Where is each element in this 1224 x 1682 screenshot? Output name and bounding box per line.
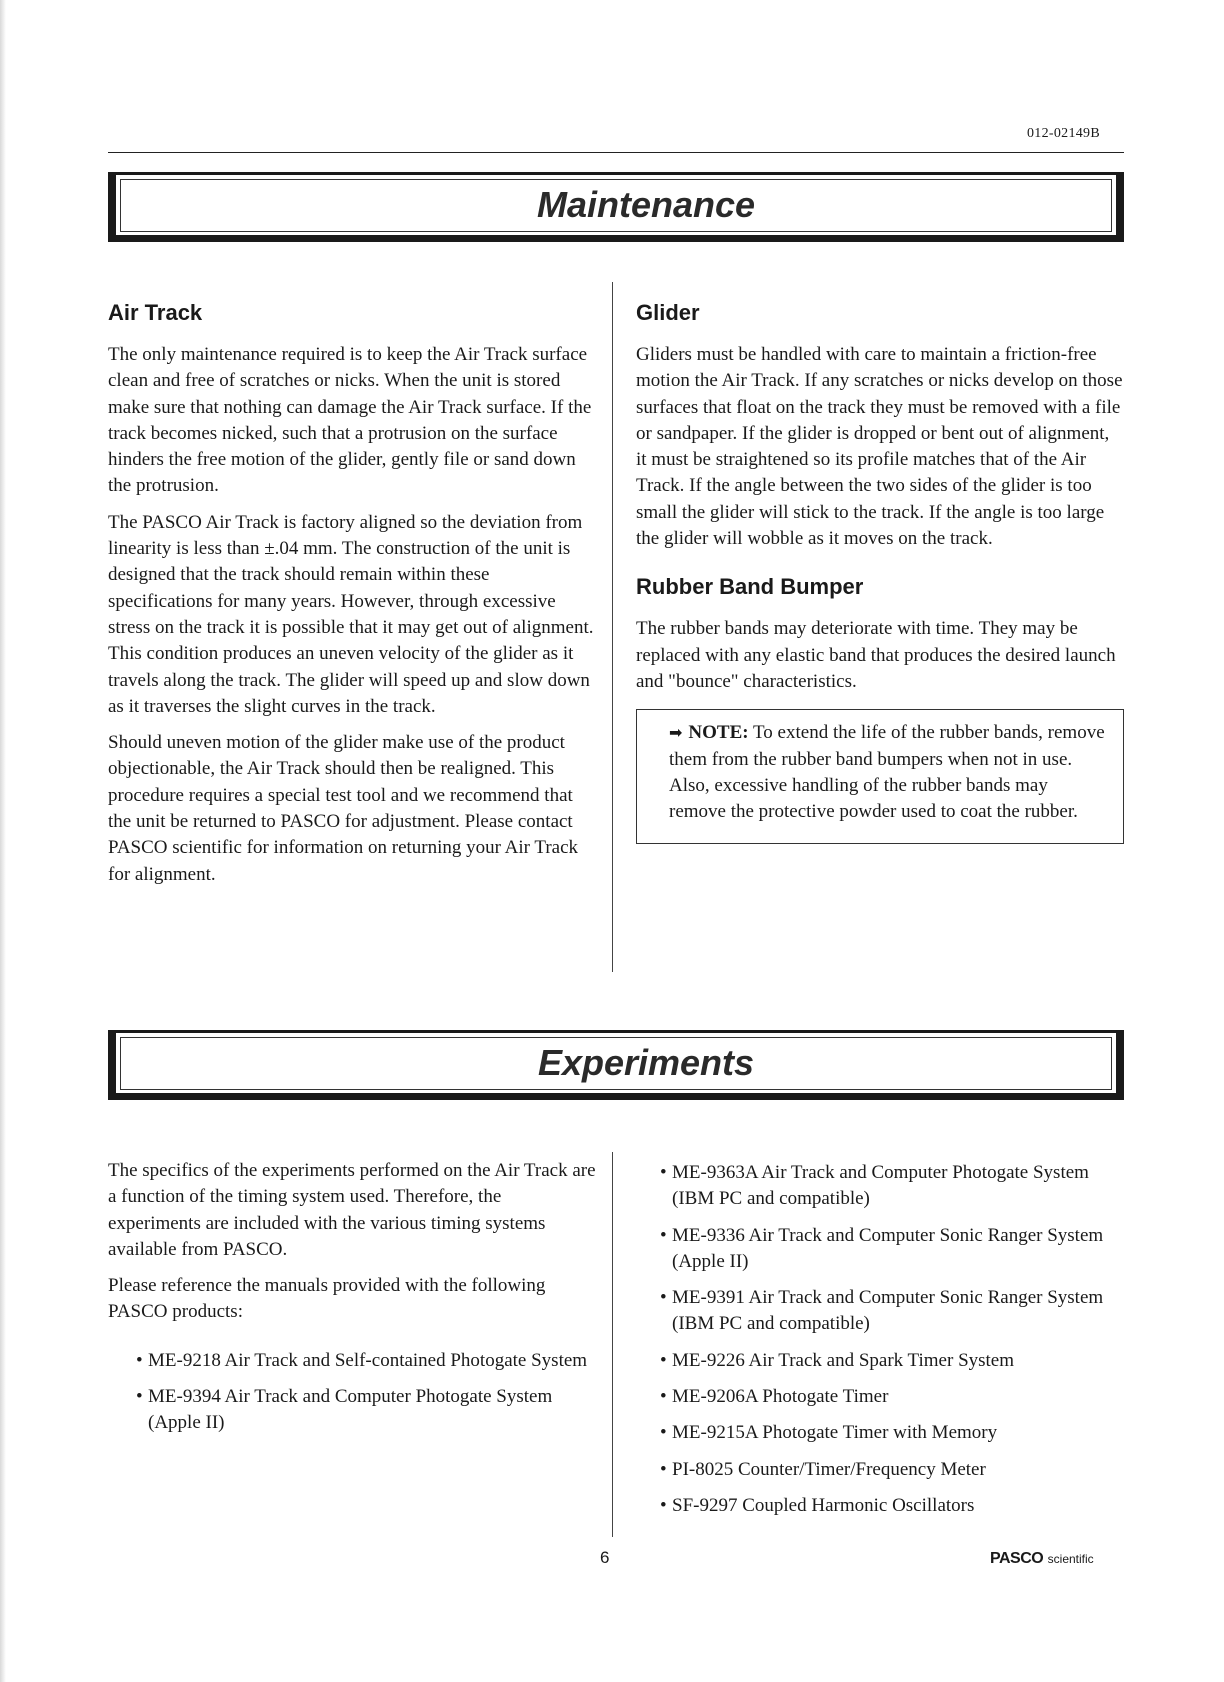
arrow-right-icon: ➡ (669, 723, 683, 743)
maintenance-column-divider (612, 282, 613, 972)
page-number: 6 (600, 1548, 610, 1567)
header-rule (108, 152, 1124, 153)
list-item: • ME-9391 Air Track and Computer Sonic Ranger System (IBM PC and compatible) (660, 1285, 1124, 1338)
list-item: • ME-9363A Air Track and Computer Photogate System (IBM PC and compatible) (660, 1160, 1124, 1213)
list-item: • PI-8025 Counter/Timer/Frequency Meter (660, 1457, 1124, 1483)
list-item: • ME-9215A Photogate Timer with Memory (660, 1420, 1124, 1446)
rubber-band-heading: Rubber Band Bumper (636, 574, 864, 600)
experiments-banner (108, 1030, 1124, 1100)
experiments-right-column (660, 1160, 1124, 1529)
note-box (636, 709, 1124, 844)
brand-logo (990, 1550, 1094, 1568)
experiments-reference: Please reference the manuals provided with the following PASCO products: (108, 1275, 546, 1323)
glider-heading: Glider (636, 300, 700, 325)
air-track-paragraph: The PASCO Air Track is factory aligned so the deviation from linearity is less than ±.04 mm. The construction of the unit is designed that the track should remain within these specifications for many years. However, through excessive stress on the track it is possible that it may get out of alignment. This condition produces an uneven velocity of the glider as it travels along the track. The glider will speed up and slow down as it traverses the slight curves in the track. (108, 511, 594, 717)
glider-paragraph: Gliders must be handled with care to maintain a friction-free motion the Air Track. If any scratches or nicks develop on those surfaces that float on the track they must be removed with a file or sandpaper. If the glider is dropped or bent out of alignment, it must be straightened so its profile matches that of the Air Track. If the angle between the two sides of the glider is too small the glider will stick to the track. If the angle is too large the glider will wobble as it moves on the track. (636, 344, 1123, 550)
experiments-left-column (108, 1158, 598, 1447)
list-item: • ME-9336 Air Track and Computer Sonic Ranger System (Apple II) (660, 1223, 1124, 1276)
list-item: • SF-9297 Coupled Harmonic Oscillators (660, 1493, 1124, 1519)
experiments-column-divider (612, 1152, 613, 1537)
experiments-intro: The specifics of the experiments performed on the Air Track are a function of the timing system used. Therefore, the experiments are included with the various timing systems available from PASCO. (108, 1160, 596, 1260)
rubber-band-paragraph: The rubber bands may deteriorate with time. They may be replaced with any elastic band that produces the desired launch and "bounce" characteristics. (636, 618, 1116, 692)
air-track-paragraph: The only maintenance required is to keep the Air Track surface clean and free of scratches or nicks. When the unit is stored make sure that nothing can damage the Air Track surface. If the track becomes nicked, such that a protrusion on the surface hinders the free motion of the glider, gently file or sand down the protrusion. (108, 344, 592, 497)
experiments-title: Experiments (537, 1042, 755, 1083)
brand-subtitle: scientific (1047, 1552, 1094, 1566)
document-number: 012-02149B (1027, 126, 1100, 141)
maintenance-title: Maintenance (536, 184, 756, 225)
maintenance-banner (108, 172, 1124, 242)
note-text: To extend the life of the rubber bands, remove them from the rubber band bumpers when not in use. Also, excessive handling of the rubber bands may remove the protective powder used to coat the rubber. (669, 722, 1105, 823)
maintenance-right-column (636, 300, 1124, 844)
maintenance-left-column (108, 300, 598, 898)
air-track-paragraph: Should uneven motion of the glider make use of the product objectionable, the Air Track should then be realigned. This procedure requires a special test tool and we recommend that the unit be returned to PASCO for adjustment. Please contact PASCO scientific for information on returning your Air Track for alignment. (108, 732, 579, 885)
air-track-heading: Air Track (108, 300, 203, 325)
page-edge-shadow (0, 0, 6, 1682)
note-label: NOTE: (688, 722, 749, 744)
list-item: • ME-9218 Air Track and Self-contained Photogate System (136, 1348, 598, 1374)
list-item: • ME-9226 Air Track and Spark Timer System (660, 1348, 1124, 1374)
brand-name: PASCO (990, 1550, 1044, 1567)
product-list-right (660, 1160, 1124, 1519)
list-item: • ME-9394 Air Track and Computer Photogate System (Apple II) (136, 1384, 598, 1437)
list-item: • ME-9206A Photogate Timer (660, 1384, 1124, 1410)
product-list-left (108, 1348, 598, 1437)
